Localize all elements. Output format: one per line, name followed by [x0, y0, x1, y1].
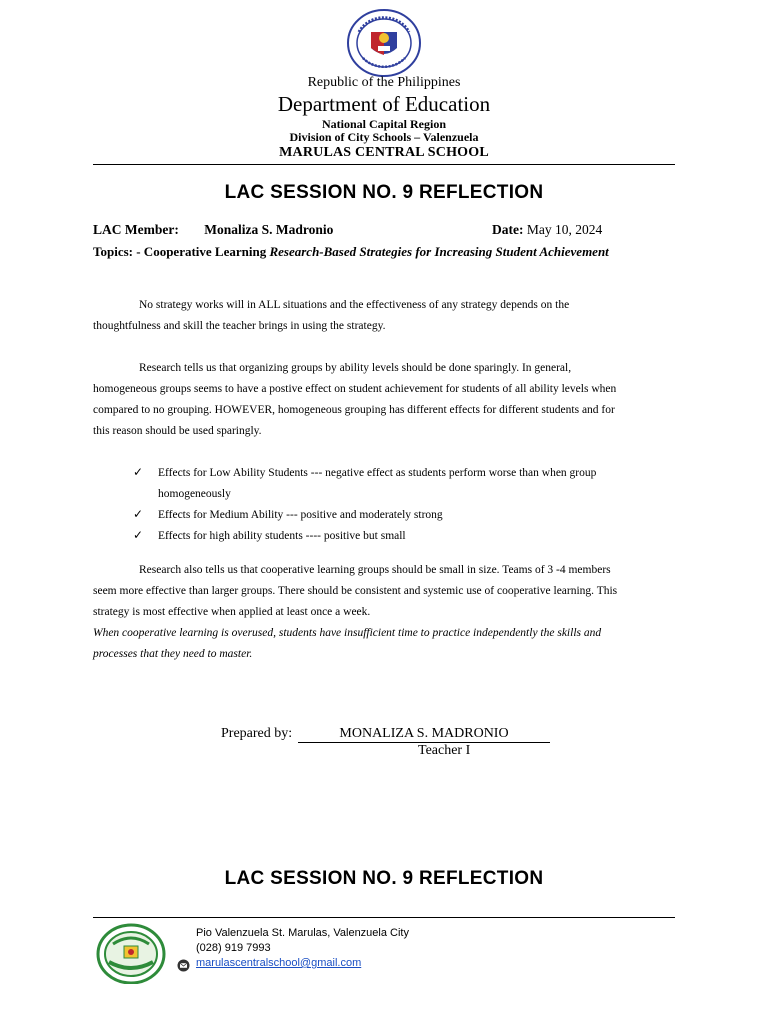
bullet-1: [158, 463, 678, 505]
p4-line-1: When cooperative learning is overused, students have insufficient time to practice independently the skills and: [93, 627, 602, 639]
email-icon: [177, 959, 190, 972]
deped-seal-logo: [345, 8, 423, 78]
p2-line-1: Research tells us that organizing groups by ability levels should be done sparingly. In general,: [139, 362, 572, 374]
topics-line: [93, 244, 609, 260]
member-name: Monaliza S. Madronio: [204, 222, 334, 237]
bullet-1-line-1: Effects for Low Ability Students --- negative effect as students perform worse than when group: [158, 467, 597, 479]
school-logo: [95, 922, 167, 984]
signatory-position: Teacher I: [418, 743, 471, 758]
bullet-3: Effects for high ability students ---- positive but small: [158, 530, 406, 542]
header-republic: Republic of the Philippines: [307, 75, 461, 90]
footer-phone: (028) 919 7993: [196, 942, 271, 954]
date-line: [492, 222, 602, 238]
footer-divider: [93, 917, 675, 918]
paragraph-1: [93, 295, 685, 337]
signatory-name: MONALIZA S. MADRONIO: [298, 726, 550, 743]
bullet-1-line-2: homogeneously: [158, 488, 231, 500]
footer-email-link[interactable]: marulascentralschool@gmail.com: [196, 957, 362, 969]
topics-label: Topics: - Cooperative Learning: [93, 244, 267, 259]
header-region: National Capital Region: [321, 117, 446, 131]
member-label: LAC Member:: [93, 222, 179, 237]
p1-line-2: thoughtfulness and skill the teacher brings in using the strategy.: [93, 320, 386, 332]
page-title: LAC SESSION NO. 9 REFLECTION: [224, 182, 544, 203]
p2-line-2: homogeneous groups seems to have a postive effect on student achievement for students of all ability levels when: [93, 383, 617, 395]
p1-line-1: No strategy works will in ALL situations and the effectiveness of any strategy depends on the: [139, 299, 570, 311]
header-school-name: MARULAS CENTRAL SCHOOL: [279, 145, 489, 160]
p3-line-2: seem more effective than larger groups. There should be consistent and systemic use of cooperative learning. This: [93, 585, 618, 597]
footer-address: Pio Valenzuela St. Marulas, Valenzuela City: [196, 927, 409, 939]
header-divider: [93, 164, 675, 165]
checkmark-icon: ✓: [133, 507, 144, 521]
member-line: [93, 222, 333, 238]
paragraph-3: [93, 560, 685, 665]
p3-line-1: Research also tells us that cooperative learning groups should be small in size. Teams of 3 -4 members: [139, 564, 611, 576]
header-department: Department of Education: [277, 92, 491, 116]
date-label: Date:: [492, 222, 524, 237]
checkmark-icon: ✓: [133, 465, 144, 479]
bullet-2: Effects for Medium Ability --- positive and moderately strong: [158, 509, 443, 521]
p4-line-2: processes that they need to master.: [93, 648, 253, 660]
topics-italic: Research-Based Strategies for Increasing Student Achievement: [269, 244, 609, 259]
p2-line-4: this reason should be used sparingly.: [93, 425, 262, 437]
checkmark-icon: ✓: [133, 528, 144, 542]
paragraph-2: [93, 358, 685, 442]
p3-line-3: strategy is most effective when applied at least once a week.: [93, 606, 371, 618]
date-value: May 10, 2024: [526, 222, 603, 237]
header-division: Division of City Schools – Valenzuela: [289, 130, 479, 144]
prepared-by-label: Prepared by:: [221, 726, 293, 741]
footer-title: LAC SESSION NO. 9 REFLECTION: [224, 868, 544, 889]
p2-line-3: compared to no grouping. HOWEVER, homogeneous grouping has different effects for different students and for: [93, 404, 615, 416]
